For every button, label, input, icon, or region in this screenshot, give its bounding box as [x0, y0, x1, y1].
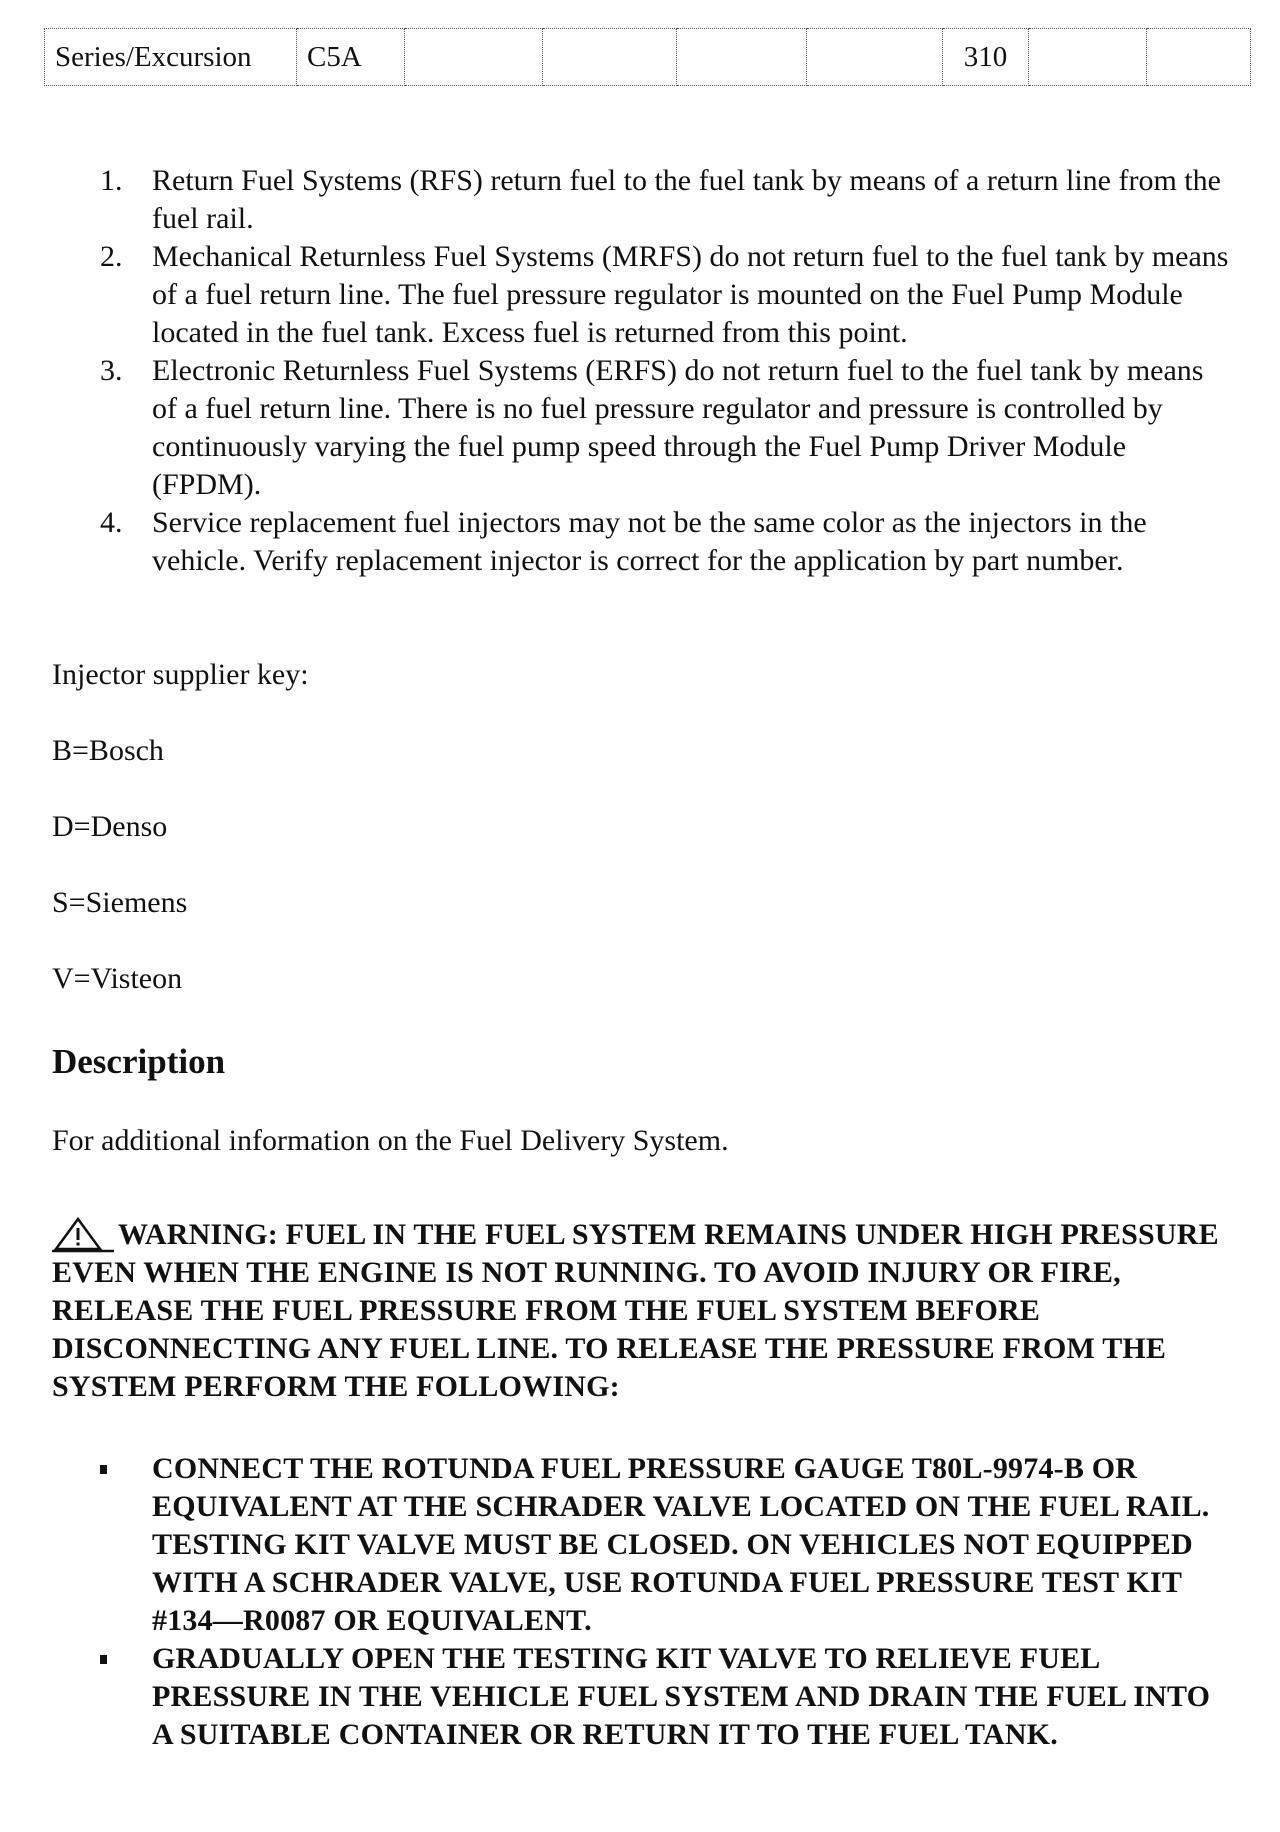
supplier-key-label: Injector supplier key:: [52, 658, 309, 691]
supplier-key-item: D=Denso: [52, 810, 168, 843]
step-text: GRADUALLY OPEN THE TESTING KIT VALVE TO RELIEVE FUEL PRESSURE IN THE VEHICLE FUEL SYSTEM AND DRAIN THE FUEL INTO A SUITABLE CONTAINER OR RETURN IT TO THE FUEL TANK.: [152, 1642, 1211, 1751]
header-cell-empty: [807, 29, 943, 86]
list-item-text: Return Fuel Systems (RFS) return fuel to the fuel tank by means of a return line from the fuel rail.: [152, 164, 1221, 235]
header-row: [45, 29, 1251, 86]
warning-text: WARNING: FUEL IN THE FUEL SYSTEM REMAINS UNDER HIGH PRESSURE EVEN WHEN THE ENGINE IS NOT RUNNING. TO AVOID INJURY OR FIRE, RELEASE THE FUEL PRESSURE FROM THE FUEL SYSTEM BEFORE DISCONNECTING ANY FUEL LINE. TO RELEASE THE PRESSURE FROM THE SYSTEM PERFORM THE FOLLOWING:: [52, 1218, 1219, 1403]
header-cell-empty: [1147, 29, 1251, 86]
list-item: [52, 504, 1232, 580]
header-cell-series: Series/Excursion: [45, 29, 297, 86]
header-cell-empty: [543, 29, 677, 86]
list-item-number: 1.: [100, 164, 123, 197]
supplier-key-item: V=Visteon: [52, 962, 183, 995]
header-cell-empty: [405, 29, 543, 86]
list-item-text: Mechanical Returnless Fuel Systems (MRFS) do not return fuel to the fuel tank by means of a fuel return line. The fuel pressure regulator is mounted on the Fuel Pump Module located in the fuel tank. Excess fuel is returned from this point.: [152, 240, 1229, 349]
header-cell-code: C5A: [297, 29, 405, 86]
list-item: [52, 1640, 1232, 1754]
description-text: For additional information on the Fuel Delivery System.: [52, 1124, 729, 1157]
list-item: [52, 352, 1232, 504]
list-item: [52, 1450, 1232, 1640]
warning-steps-list: [52, 1450, 1232, 1754]
warning-block: [52, 1216, 1232, 1406]
header-table: [44, 28, 1251, 86]
header-cell-empty: [1029, 29, 1147, 86]
description-heading: Description: [52, 1042, 226, 1081]
list-item-number: 2.: [100, 240, 123, 273]
step-text: CONNECT THE ROTUNDA FUEL PRESSURE GAUGE T80L-9974-B OR EQUIVALENT AT THE SCHRADER VALVE LOCATED ON THE FUEL RAIL. TESTING KIT VALVE MUST BE CLOSED. ON VEHICLES NOT EQUIPPED WITH A SCHRADER VALVE, USE ROTUNDA FUEL PRESSURE TEST KIT #134—R0087 OR EQUIVALENT.: [152, 1452, 1210, 1637]
list-item-text: Service replacement fuel injectors may not be the same color as the injectors in the vehicle. Verify replacement injector is correct for the application by part number.: [152, 506, 1147, 577]
bullet-icon: [100, 1465, 107, 1474]
list-item-number: 3.: [100, 354, 123, 387]
list-item: [52, 162, 1232, 238]
notes-list: [52, 162, 1232, 580]
supplier-key-item: S=Siemens: [52, 886, 188, 919]
bullet-icon: [100, 1655, 107, 1664]
warning-triangle-icon: [52, 1216, 116, 1254]
header-cell-page-number: 310: [943, 29, 1029, 86]
list-item-text: Electronic Returnless Fuel Systems (ERFS) do not return fuel to the fuel tank by means of a fuel return line. There is no fuel pressure regulator and pressure is controlled by continuously varying the fuel pump speed through the Fuel Pump Driver Module (FPDM).: [152, 354, 1204, 501]
header-cell-empty: [677, 29, 807, 86]
supplier-key-item: B=Bosch: [52, 734, 164, 767]
list-item: [52, 238, 1232, 352]
list-item-number: 4.: [100, 506, 123, 539]
